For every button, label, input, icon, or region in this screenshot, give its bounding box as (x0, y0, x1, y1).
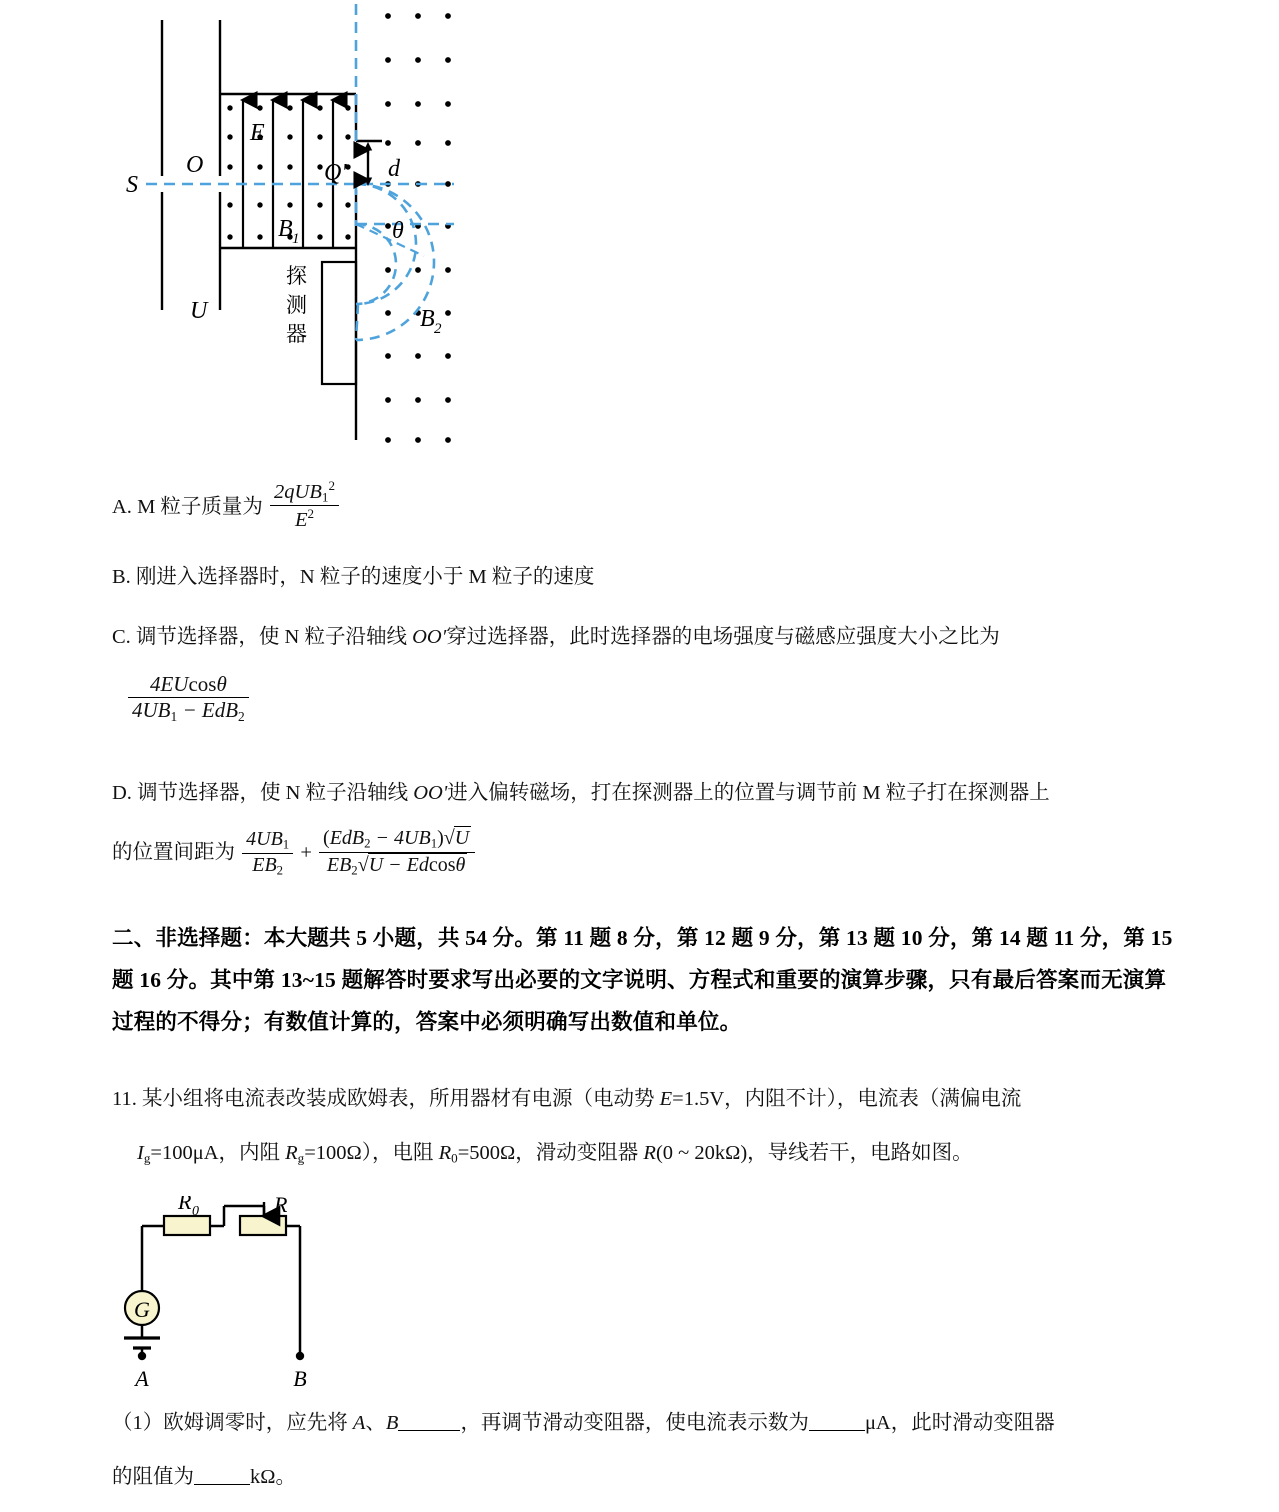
galvanometer-label: G (134, 1297, 150, 1322)
question-11-sub1-line2 (112, 1462, 712, 1494)
sub1-blank-3[interactable] (194, 1464, 250, 1486)
question-11-emf-symbol: E (659, 1088, 673, 1110)
option-a (112, 478, 912, 532)
option-c (112, 622, 1172, 654)
option-d-formula-row (112, 826, 872, 878)
sub1-part-b: ，再调节滑动变阻器，使电流表示数为 (460, 1412, 809, 1434)
resistor-r0-sub: 0 (192, 1204, 199, 1219)
option-c-axis-label: OO′ (412, 626, 447, 648)
question-11-text-b: ，内阻不计），电流表（满偏电流 (724, 1088, 1022, 1110)
option-d-text-before: 调节选择器，使 N 粒子沿轴线 (137, 782, 409, 804)
option-d-axis-label: OO' (413, 782, 448, 804)
question-11-sub1-line1 (112, 1408, 1178, 1440)
resistor-r0-label: R (178, 1196, 192, 1214)
question-11-r0-value: =500Ω (457, 1142, 516, 1164)
label-field-e: E (250, 120, 265, 146)
question-11-line1 (112, 1084, 1174, 1116)
sub1-unit-ua: μA (864, 1412, 891, 1434)
option-c-text-after: 穿过选择器，此时选择器的电场强度与磁感应强度大小之比为 (446, 626, 1000, 648)
option-d (112, 778, 1172, 810)
sub1-term-a: A (352, 1412, 366, 1434)
question-11-rg-sub: g (297, 1150, 305, 1166)
option-b (112, 562, 1012, 594)
question-11-emf-value: =1.5V (672, 1088, 725, 1110)
label-gap-d: d (388, 156, 400, 182)
label-field-b2: B (420, 306, 435, 332)
label-field-b2-sub: 2 (434, 321, 442, 337)
sub1-blank-1[interactable] (398, 1410, 460, 1432)
rheostat-r-body (240, 1216, 286, 1235)
option-c-prefix: C. (112, 626, 131, 648)
option-c-numerator: 4EUcosθ (149, 672, 227, 696)
question-11-period: 。 (952, 1142, 973, 1164)
option-a-formula (270, 478, 339, 532)
terminal-a-dot (138, 1352, 146, 1360)
option-a-prefix: A. (112, 496, 132, 519)
question-11-text-d: ），电阻 (361, 1142, 434, 1164)
question-11-ig-sub: g (143, 1150, 151, 1166)
label-angle-theta: θ (392, 218, 404, 244)
option-b-prefix: B. (112, 566, 131, 588)
label-voltage-u: U (190, 298, 208, 324)
question-11-line2 (137, 1138, 1177, 1170)
sub1-period: 。 (275, 1466, 296, 1488)
question-11-rheo-range: (0 ~ 20kΩ) (655, 1142, 748, 1164)
mass-spectrometer-figure (110, 0, 630, 468)
question-11-text-e: ，滑动变阻器 (515, 1142, 639, 1164)
question-11-r0-sub: 0 (451, 1150, 458, 1166)
question-11-number: 11. (112, 1088, 137, 1110)
option-b-text: 刚进入选择器时，N 粒子的速度小于 M 粒子的速度 (135, 566, 595, 588)
option-d-operator: + (300, 841, 312, 864)
sub1-blank-2[interactable] (809, 1410, 865, 1432)
question-11-text-a: 某小组将电流表改装成欧姆表，所用器材有电源（电动势 (142, 1088, 655, 1110)
rheostat-r-label: R (274, 1196, 288, 1217)
option-d-term2: $\frac{(EdB_2 - 4UB_1)√U}{EB_2√U - Edcos\theta}$ (319, 826, 475, 878)
section-2-heading: 二、非选择题：本大题共 5 小题，共 54 分。第 11 题 8 分，第 12 题 9 分，第 13 题 10 分，第 14 题 11 分，第 15 题 16 分。其中第 13~15 题解答时要求写出必要的文字说明、方程式和重要的演算步骤，只有最后答案而无演算过程的不得分；有数值计算的，答案中必须明确写出数值和单位。 (112, 926, 1173, 1034)
question-11-text-c: ，内阻 (218, 1142, 280, 1164)
option-c-formula (126, 672, 626, 724)
resistor-r0-body (164, 1216, 210, 1235)
question-11-rg-symbol: R (285, 1142, 298, 1164)
label-field-b1: B (278, 216, 293, 242)
option-a-numerator: 2qUB$_1^2$ (274, 478, 336, 505)
option-a-denominator: $E^2$ (270, 505, 339, 532)
sub1-label: （1） (112, 1412, 164, 1434)
terminal-b-dot (296, 1352, 304, 1360)
question-11-ig-symbol: I (137, 1142, 144, 1164)
option-c-denominator: $4UB_1 - EdB_2$ (128, 697, 249, 725)
label-detector-char1: 探 (286, 265, 307, 288)
question-11-rheo-symbol: R (643, 1142, 656, 1164)
question-11-rg-value: =100Ω (304, 1142, 362, 1164)
option-d-formula-lead: 的位置间距为 (112, 841, 235, 864)
label-axis-q: Q' (324, 160, 347, 186)
terminal-a-label: A (135, 1366, 149, 1391)
option-c-text-before: 调节选择器，使 N 粒子沿轴线 (135, 626, 407, 648)
sub1-part-d: 的阻值为 (112, 1466, 194, 1488)
label-detector-char2: 测 (286, 294, 307, 317)
option-d-text-after: 进入偏转磁场，打在探测器上的位置与调节前 M 粒子打在探测器上 (447, 782, 1050, 804)
label-field-b1-sub: 1 (292, 231, 300, 247)
question-11-r0-symbol: R (438, 1142, 452, 1164)
label-source-s: S (126, 172, 138, 198)
option-d-prefix: D. (112, 782, 132, 804)
terminal-b-label: B (293, 1366, 307, 1391)
question-11-ig-value: =100μA (150, 1142, 219, 1164)
label-detector-char3: 器 (286, 323, 307, 346)
sub1-part-c: ，此时滑动变阻器 (890, 1412, 1055, 1434)
option-a-text: M 粒子质量为 (137, 496, 263, 519)
ohmmeter-circuit-figure (100, 1196, 440, 1396)
option-d-term1: $\frac{4UB_1}{EB_2}$ (242, 828, 293, 878)
sub1-unit-kohm: kΩ (250, 1466, 276, 1488)
sub1-part-a: 欧姆调零时，应先将 (163, 1412, 348, 1434)
sub1-term-b: B (385, 1412, 399, 1434)
label-axis-o: O (186, 152, 204, 178)
question-11-text-f: ，导线若干，电路如图 (747, 1142, 953, 1164)
sub1-separator: 、 (365, 1412, 386, 1434)
